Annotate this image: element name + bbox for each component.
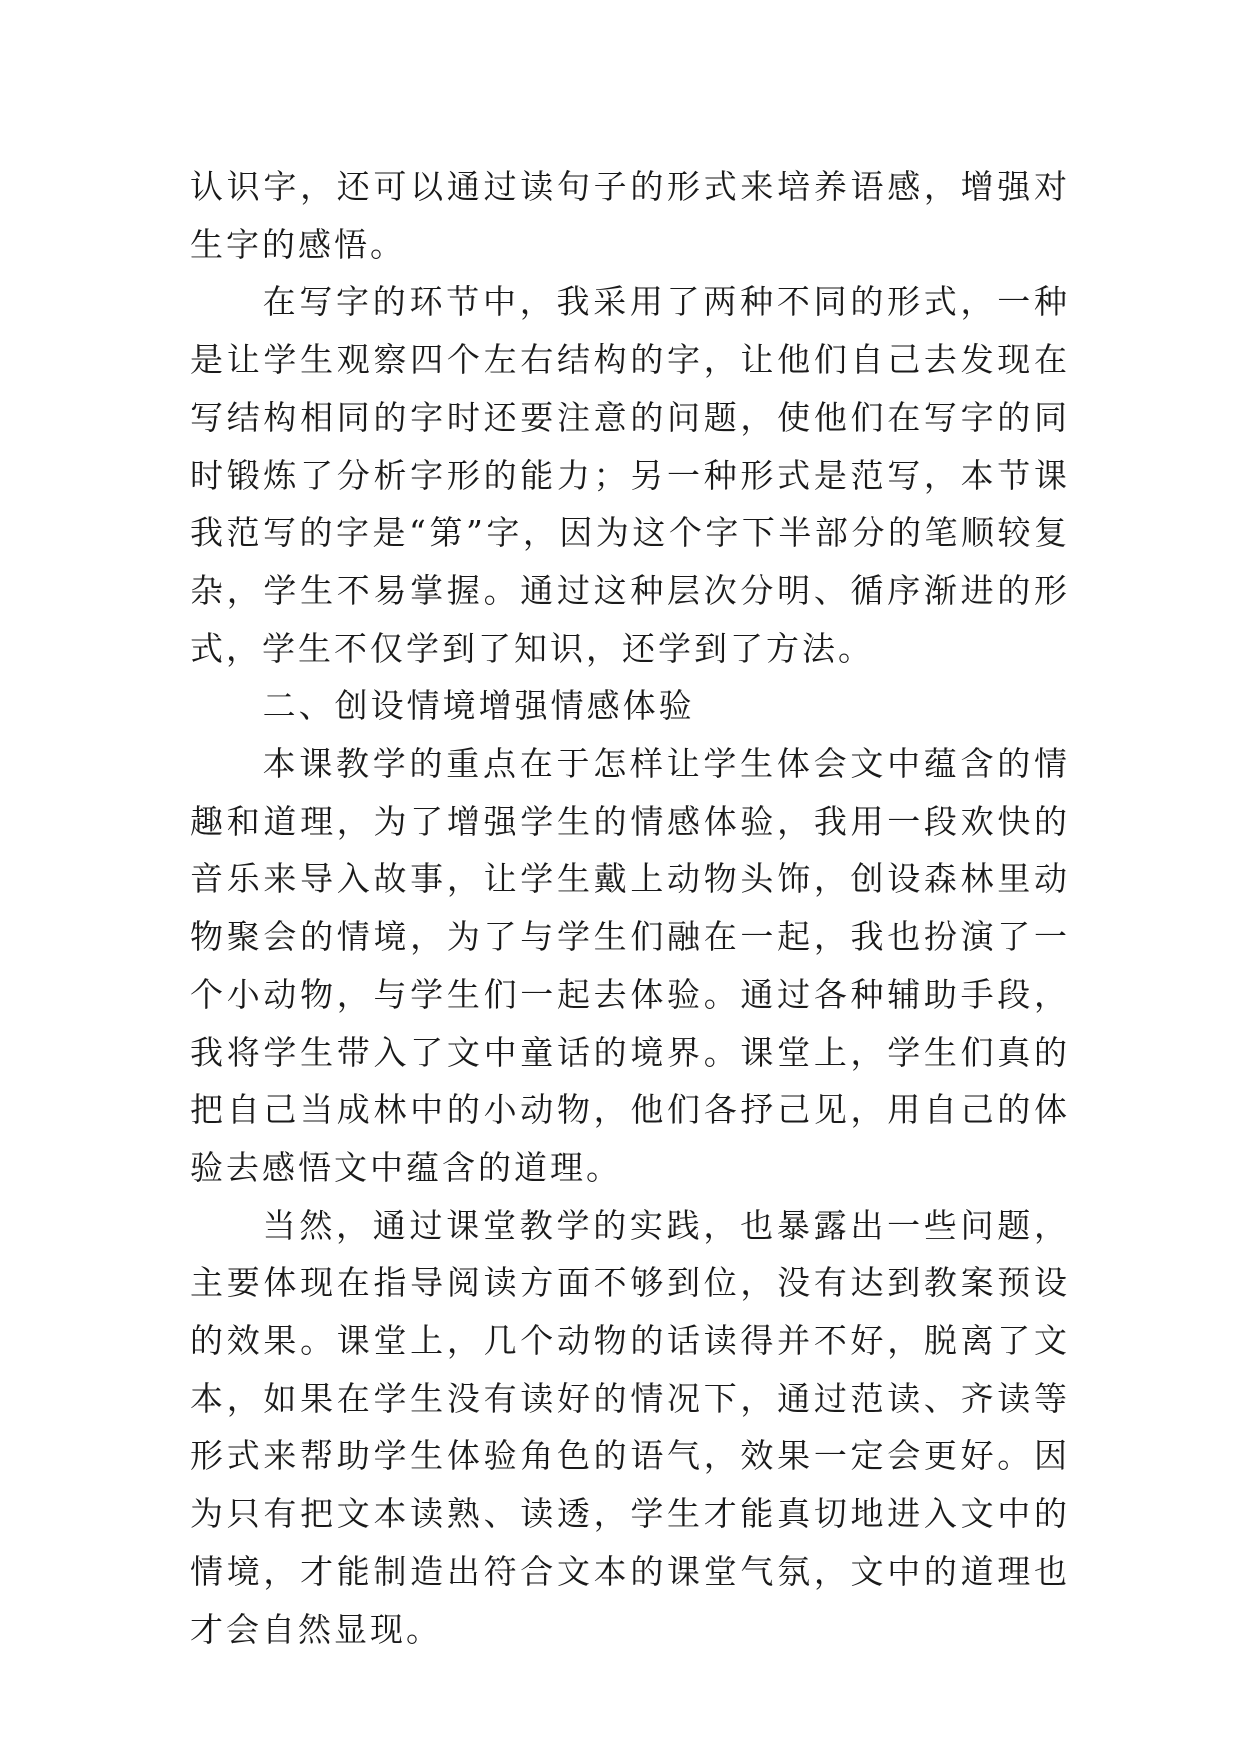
section-heading: 二、创设情境增强情感体验 — [262, 686, 695, 726]
paragraph-reflection: 当然，通过课堂教学的实践，也暴露出一些问题，主要体现在指导阅读方面不够到位，没有达到教案预设的效果。课堂上，几个动物的话读得并不好，脱离了文本，如果在学生没有读好的情况下，通过范读、齐读等形式来帮助学生体验角色的语气，效果一定会更好。因为只有把文本读熟、读透，学生才能真切地进入文中的情境，才能制造出符合文本的课堂气氛，文中的道理也才会自然显现。 — [190, 1205, 1070, 1649]
document-body — [190, 158, 1070, 1658]
paragraph-continuation: 认识字，还可以通过读句子的形式来培养语感，增强对生字的感悟。 — [190, 167, 1070, 264]
paragraph-situation-creation: 本课教学的重点在于怎样让学生体会文中蕴含的情趣和道理，为了增强学生的情感体验，我用一段欢快的音乐来导入故事，让学生戴上动物头饰，创设森林里动物聚会的情境，为了与学生们融在一起，我也扮演了一个小动物，与学生们一起去体验。通过各种辅助手段，我将学生带入了文中童话的境界。课堂上，学生们真的把自己当成林中的小动物，他们各抒己见，用自己的体验去感悟文中蕴含的道理。 — [190, 744, 1070, 1187]
paragraph-writing-practice: 在写字的环节中，我采用了两种不同的形式，一种是让学生观察四个左右结构的字，让他们自己去发现在写结构相同的字时还要注意的问题，使他们在写字的同时锻炼了分析字形的能力；另一种形式是范写，本节课我范写的字是“第”字，因为这个字下半部分的笔顺较复杂，学生不易掌握。通过这种层次分明、循序渐进的形式，学生不仅学到了知识，还学到了方法。 — [190, 282, 1070, 668]
